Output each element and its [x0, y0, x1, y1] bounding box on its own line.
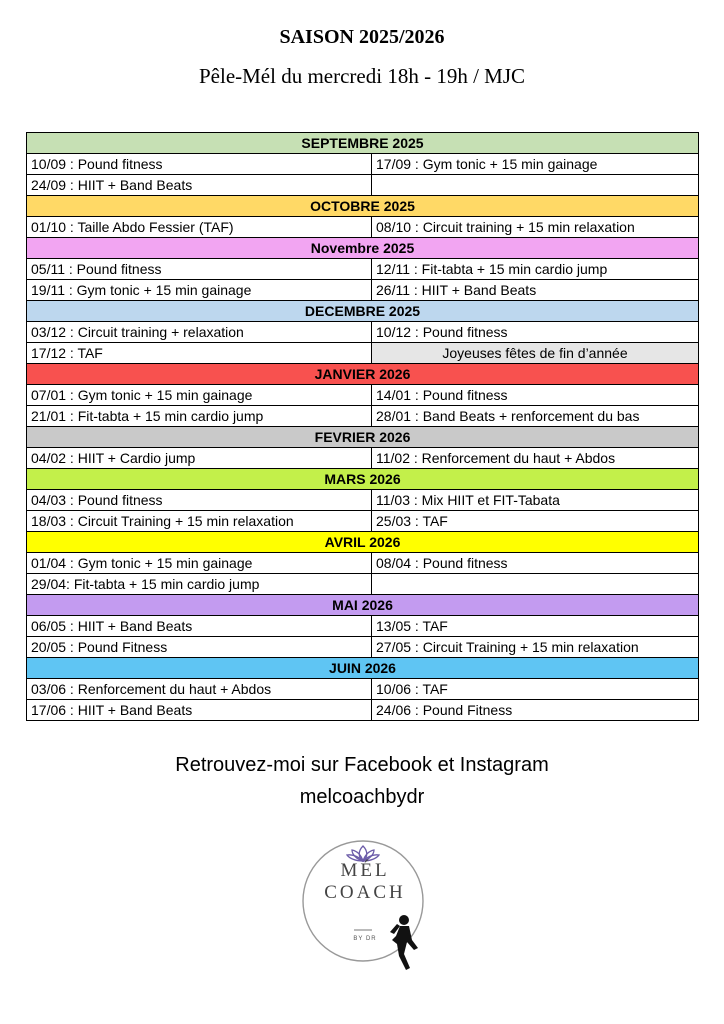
session-cell: 17/12 : TAF: [27, 343, 372, 364]
session-row: [27, 259, 699, 280]
month-header: FEVRIER 2026: [27, 427, 699, 448]
session-cell: 26/11 : HIIT + Band Beats: [372, 280, 699, 301]
session-row: [27, 280, 699, 301]
session-row: [27, 616, 699, 637]
session-row: [27, 175, 699, 196]
session-cell: 25/03 : TAF: [372, 511, 699, 532]
session-cell: 12/11 : Fit-tabta + 15 min cardio jump: [372, 259, 699, 280]
session-cell: 08/04 : Pound fitness: [372, 553, 699, 574]
session-cell: 03/12 : Circuit training + relaxation: [27, 322, 372, 343]
schedule-table: [26, 132, 699, 721]
session-row: [27, 637, 699, 658]
session-cell: 07/01 : Gym tonic + 15 min gainage: [27, 385, 372, 406]
session-row: [27, 511, 699, 532]
session-cell: 08/10 : Circuit training + 15 min relaxation: [372, 217, 699, 238]
session-row: [27, 574, 699, 595]
session-row: [27, 385, 699, 406]
month-header-row: [27, 301, 699, 322]
session-cell: 20/05 : Pound Fitness: [27, 637, 372, 658]
session-cell: 17/06 : HIIT + Band Beats: [27, 700, 372, 721]
session-row: [27, 700, 699, 721]
session-cell: Joyeuses fêtes de fin d’année: [372, 343, 699, 364]
logo-graphic: [300, 836, 430, 986]
session-cell: 27/05 : Circuit Training + 15 min relaxation: [372, 637, 699, 658]
session-cell: 24/06 : Pound Fitness: [372, 700, 699, 721]
logo-text-mel: MÉL: [340, 860, 390, 881]
mel-coach-logo: [300, 836, 430, 986]
month-header-row: [27, 532, 699, 553]
month-header-row: [27, 133, 699, 154]
session-row: [27, 448, 699, 469]
session-cell: 11/03 : Mix HIIT et FIT-Tabata: [372, 490, 699, 511]
month-header: DECEMBRE 2025: [27, 301, 699, 322]
month-header-row: [27, 364, 699, 385]
page-subtitle: Pêle-Mél du mercredi 18h - 19h / MJC: [198, 64, 526, 88]
session-row: [27, 553, 699, 574]
session-row: [27, 217, 699, 238]
social-handle: melcoachbydr: [299, 786, 425, 808]
session-cell: 10/12 : Pound fitness: [372, 322, 699, 343]
month-header: JANVIER 2026: [27, 364, 699, 385]
session-row: [27, 490, 699, 511]
logo-text-coach: COACH: [324, 882, 406, 903]
session-row: [27, 406, 699, 427]
month-header: OCTOBRE 2025: [27, 196, 699, 217]
session-cell: 04/02 : HIIT + Cardio jump: [27, 448, 372, 469]
session-cell: 13/05 : TAF: [372, 616, 699, 637]
session-cell: 29/04: Fit-tabta + 15 min cardio jump: [27, 574, 372, 595]
page-title: SAISON 2025/2026: [279, 26, 445, 48]
month-header: AVRIL 2026: [27, 532, 699, 553]
month-header: SEPTEMBRE 2025: [27, 133, 699, 154]
session-row: [27, 322, 699, 343]
session-cell: 17/09 : Gym tonic + 15 min gainage: [372, 154, 699, 175]
session-cell: 03/06 : Renforcement du haut + Abdos: [27, 679, 372, 700]
session-row: [27, 679, 699, 700]
lotus-icon: [347, 846, 379, 861]
session-cell: 10/09 : Pound fitness: [27, 154, 372, 175]
session-cell: 10/06 : TAF: [372, 679, 699, 700]
runner-silhouette-icon: [390, 915, 418, 970]
session-cell: 11/02 : Renforcement du haut + Abdos: [372, 448, 699, 469]
session-cell: 21/01 : Fit-tabta + 15 min cardio jump: [27, 406, 372, 427]
month-header-row: [27, 658, 699, 679]
month-header-row: [27, 427, 699, 448]
session-cell: [372, 574, 699, 595]
session-row: [27, 343, 699, 364]
session-cell: 04/03 : Pound fitness: [27, 490, 372, 511]
session-row: [27, 154, 699, 175]
month-header-row: [27, 238, 699, 259]
logo-text-by-dr: BY DR: [353, 936, 377, 942]
month-header: Novembre 2025: [27, 238, 699, 259]
session-cell: 18/03 : Circuit Training + 15 min relaxation: [27, 511, 372, 532]
session-cell: 24/09 : HIIT + Band Beats: [27, 175, 372, 196]
session-cell: 06/05 : HIIT + Band Beats: [27, 616, 372, 637]
month-header-row: [27, 469, 699, 490]
session-cell: 01/10 : Taille Abdo Fessier (TAF): [27, 217, 372, 238]
month-header-row: [27, 196, 699, 217]
month-header: MARS 2026: [27, 469, 699, 490]
session-cell: [372, 175, 699, 196]
session-cell: 14/01 : Pound fitness: [372, 385, 699, 406]
month-header: MAI 2026: [27, 595, 699, 616]
month-header-row: [27, 595, 699, 616]
session-cell: 05/11 : Pound fitness: [27, 259, 372, 280]
social-text: Retrouvez-moi sur Facebook et Instagram: [175, 754, 549, 776]
session-cell: 01/04 : Gym tonic + 15 min gainage: [27, 553, 372, 574]
session-cell: 19/11 : Gym tonic + 15 min gainage: [27, 280, 372, 301]
month-header: JUIN 2026: [27, 658, 699, 679]
session-cell: 28/01 : Band Beats + renforcement du bas: [372, 406, 699, 427]
